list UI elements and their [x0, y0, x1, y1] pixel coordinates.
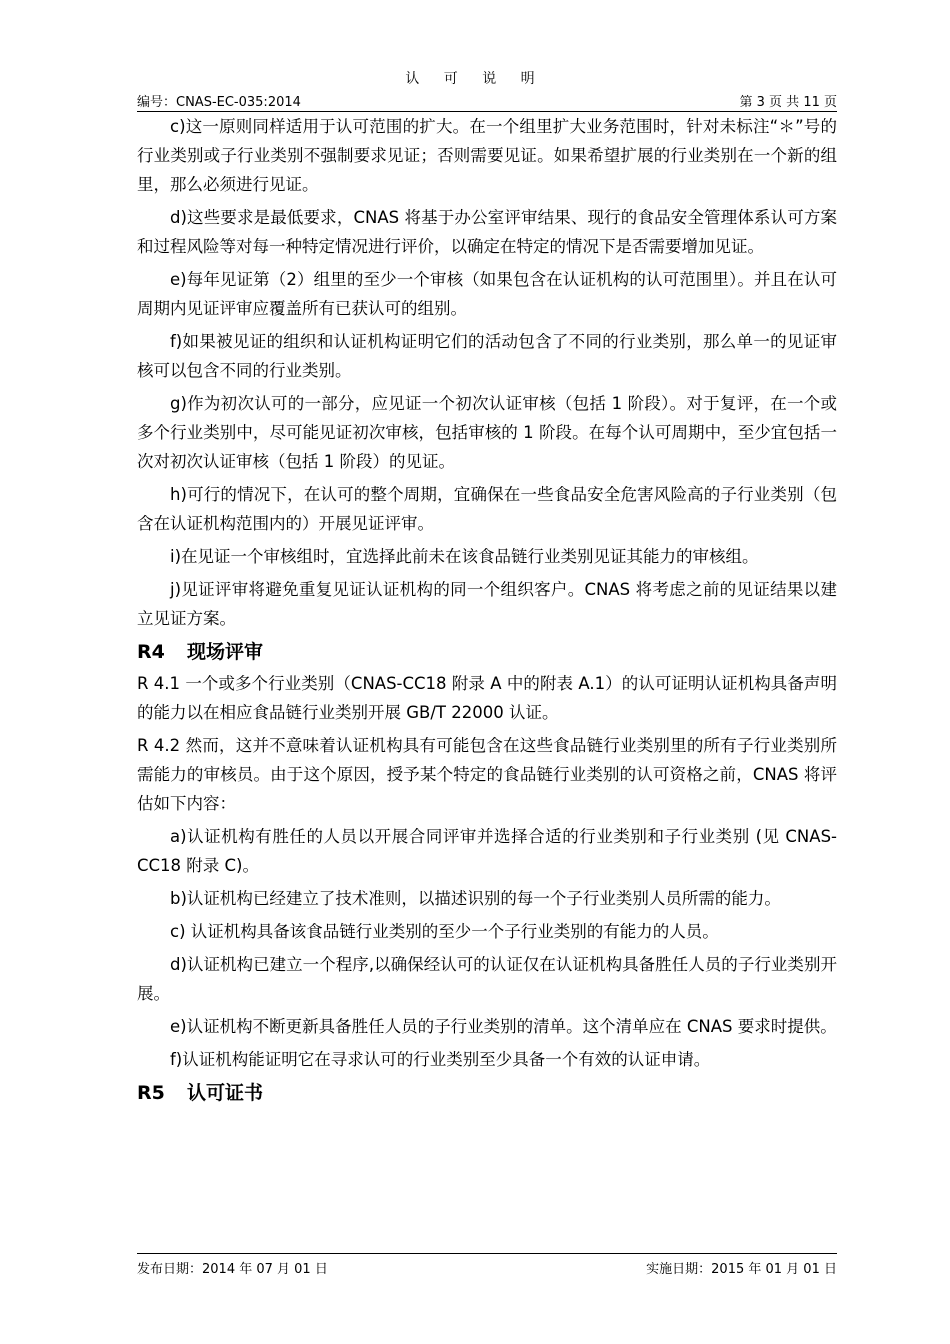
document-title: 认 可 说 明: [405, 71, 545, 87]
paragraph-h: h)可行的情况下，在认可的整个周期，宜确保在一些食品安全危害风险高的子行业类别（包含在认证机构范围内的）开展见证评审。: [137, 485, 837, 533]
list-item-f: f)认证机构能证明它在寻求认可的行业类别至少具备一个有效的认证申请。: [170, 1050, 711, 1069]
page-number: 第 3 页 共 11 页: [739, 95, 837, 110]
list-item-c: c) 认证机构具备该食品链行业类别的至少一个子行业类别的有能力的人员。: [170, 922, 719, 941]
page-footer: [137, 1258, 837, 1276]
list-item-b: b)认证机构已经建立了技术准则，以描述识别的每一个子行业类别人员所需的能力。: [170, 889, 781, 908]
list-item-e: e)认证机构不断更新具备胜任人员的子行业类别的清单。这个清单应在 CNAS 要求时提供。: [170, 1017, 837, 1036]
paragraph-f: f)如果被见证的组织和认证机构证明它们的活动包含了不同的行业类别，那么单一的见证审核可以包含不同的行业类别。: [137, 332, 837, 380]
list-item-a: a)认证机构有胜任的人员以开展合同评审并选择合适的行业类别和子行业类别 (见 CNAS-CC18 附录 C)。: [137, 827, 837, 875]
paragraph-i: i)在见证一个审核组时，宜选择此前未在该食品链行业类别见证其能力的审核组。: [170, 547, 759, 566]
effective-date: 实施日期：2015 年 01 月 01 日: [646, 1262, 837, 1277]
document-body: [137, 112, 837, 1110]
document-number: 编号：CNAS-EC-035:2014: [137, 95, 301, 110]
section-heading-r4: [137, 637, 837, 667]
section-number: R4: [137, 641, 165, 663]
clause-r4-1: R 4.1 一个或多个行业类别（CNAS-CC18 附录 A 中的附表 A.1）的认可证明认证机构具备声明的能力以在相应食品链行业类别开展 GB/T 22000 认证。: [137, 674, 837, 722]
section-number: R5: [137, 1082, 165, 1104]
issue-date: 发布日期：2014 年 07 月 01 日: [137, 1262, 328, 1277]
section-title: 现场评审: [187, 641, 264, 663]
section-title: 认可证书: [187, 1082, 264, 1104]
clause-r4-2: R 4.2 然而，这并不意味着认证机构具有可能包含在这些食品链行业类别里的所有子行业类别所需能力的审核员。由于这个原因，授予某个特定的食品链行业类别的认可资格之前，CNAS 将评估如下内容：: [137, 736, 837, 813]
paragraph-c: c)这一原则同样适用于认可范围的扩大。在一个组里扩大业务范围时，针对未标注“＊”号的行业类别或子行业类别不强制要求见证；否则需要见证。如果希望扩展的行业类别在一个新的组里，那么必须进行见证。: [137, 117, 837, 194]
paragraph-j: j)见证评审将避免重复见证认证机构的同一个组织客户。CNAS 将考虑之前的见证结果以建立见证方案。: [137, 580, 837, 628]
paragraph-e: e)每年见证第（2）组里的至少一个审核（如果包含在认证机构的认可范围里）。并且在认可周期内见证评审应覆盖所有已获认可的组别。: [137, 270, 837, 318]
section-heading-r5: [137, 1078, 837, 1108]
paragraph-d: d)这些要求是最低要求，CNAS 将基于办公室评审结果、现行的食品安全管理体系认可方案和过程风险等对每一种特定情况进行评价，以确定在特定的情况下是否需要增加见证。: [137, 208, 837, 256]
page-header: [137, 91, 837, 109]
paragraph-g: g)作为初次认可的一部分，应见证一个初次认证审核（包括 1 阶段）。对于复评，在一个或多个行业类别中，尽可能见证初次审核，包括审核的 1 阶段。在每个认可周期中，至少宜包括一次对初次认证审核（包括 1 阶段）的见证。: [137, 394, 837, 471]
list-item-d: d)认证机构已建立一个程序,以确保经认可的认证仅在认证机构具备胜任人员的子行业类别开展。: [137, 955, 837, 1003]
footer-divider: [137, 1253, 837, 1254]
